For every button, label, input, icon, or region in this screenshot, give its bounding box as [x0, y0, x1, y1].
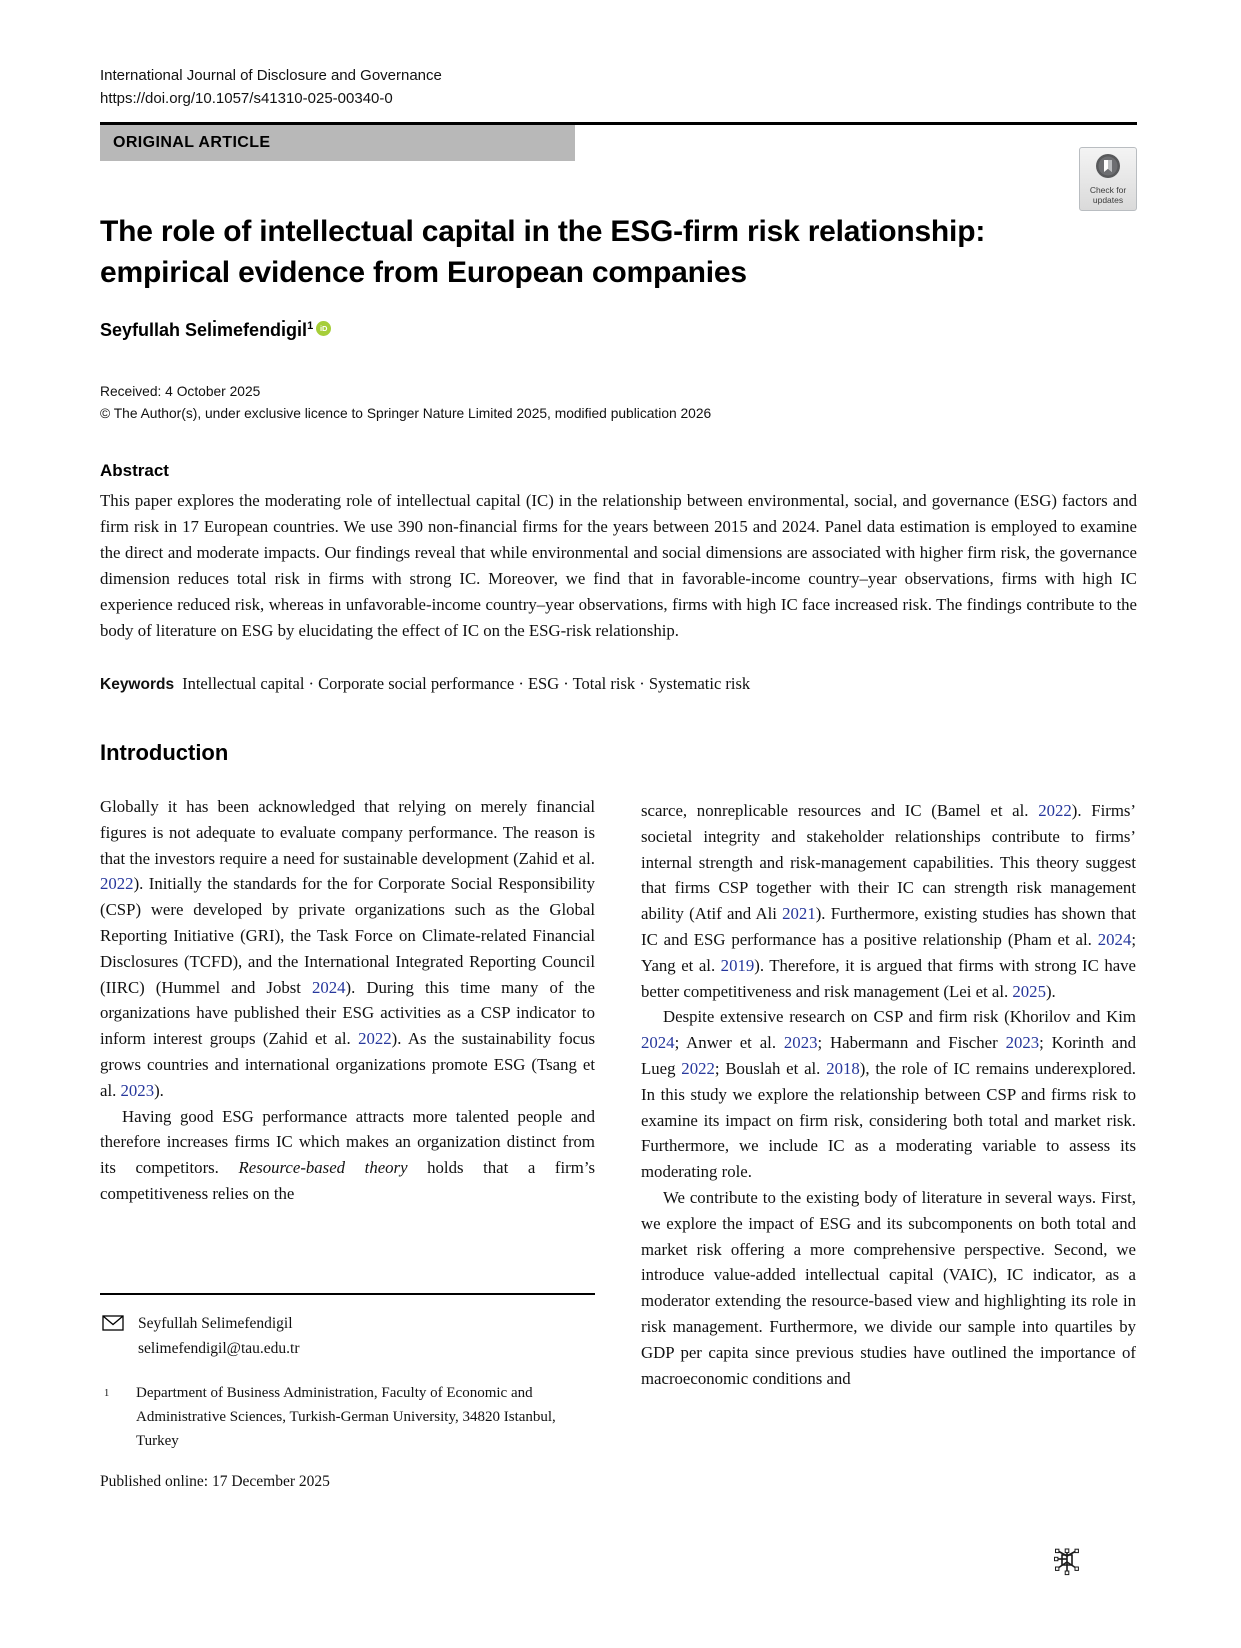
- right-column: [641, 740, 1136, 1491]
- citation-link[interactable]: 2024: [641, 1033, 675, 1053]
- paragraph: [641, 798, 1136, 1004]
- text-run: Globally it has been acknowledged that relying on merely financial figures is not adequate to evaluate company performance. The reason is that the investors require a need for sustainable development (Zahid et al.: [100, 797, 595, 868]
- paragraph: [641, 1185, 1136, 1391]
- text-run: ). During this time many of the organizations have published their ESG activities as a CSP indicator to inform interest groups (Zahid et al.: [100, 977, 595, 1049]
- keywords-label: Keywords: [100, 676, 175, 693]
- citation-link[interactable]: 2023: [120, 1080, 155, 1100]
- text-run: ). Initially the standards for the for Corporate Social Responsibility (CSP) were developed by private organizations such as the Global Reporting Initiative (GRI), the Task Force on Climate-related Financial Disclosures (TCFD), and the International Integrated Reporting Council (IIRC) (Hummel and Jobst: [100, 874, 595, 997]
- text-run: ).: [154, 1080, 164, 1100]
- text-run: ).: [1045, 981, 1056, 1001]
- correspondence-email[interactable]: selimefendigil@tau.edu.tr: [138, 1339, 300, 1357]
- text-run: Having good ESG performance attracts more talented people and therefore increases firms IC which makes an organization distinct from its competitors.: [100, 1106, 595, 1178]
- abstract-heading: Abstract: [100, 461, 169, 480]
- correspondence-name: Seyfullah Selimefendigil: [138, 1314, 293, 1332]
- paragraph: [100, 1104, 595, 1207]
- paragraph: [641, 1004, 1136, 1185]
- published-online: Published online: 17 December 2025: [100, 1472, 330, 1490]
- citation-link[interactable]: 2023: [783, 1033, 818, 1053]
- orcid-icon[interactable]: iD: [316, 321, 331, 336]
- author-line: [100, 320, 1137, 341]
- article-title: The role of intellectual capital in the ESG-firm risk relationship: empirical evidence from European companies: [100, 215, 986, 289]
- text-run: scarce, nonreplicable resources and IC (Bamel et al.: [641, 801, 1039, 820]
- keywords-line: [100, 674, 1137, 694]
- journal-name: International Journal of Disclosure and Governance: [100, 67, 442, 84]
- citation-link[interactable]: 2022: [1038, 801, 1072, 820]
- text-run: ). Furthermore, existing studies has shown that IC and ESG performance has a positive relationship (Pham et al.: [641, 904, 1137, 949]
- citation-link[interactable]: 2025: [1012, 981, 1046, 1001]
- springer-snowflake-icon: [1053, 1546, 1081, 1578]
- text-run: ; Anwer et al.: [674, 1033, 784, 1053]
- text-run: ). As the sustainability focus grows countries and international organizations promote ESG (Tsang et al.: [100, 1029, 595, 1100]
- crossmark-icon: [1095, 153, 1121, 179]
- doi-link[interactable]: https://doi.org/10.1057/s41310-025-00340-0: [100, 90, 393, 107]
- citation-link[interactable]: 2021: [782, 904, 816, 924]
- check-updates-label: Check for updates: [1089, 185, 1127, 205]
- text-run: We contribute to the existing body of literature in several ways. First, we explore the impact of ESG and its subcomponents on both total and market risk offering a more comprehensive perspective. Second, we introduce value-added intellectual capital (VAIC), IC indicator, as a moderator extending the resource-based view and highlighting its role in risk management. Furthermore, we divide our sample into quartiles by GDP per capita since previous studies have outlined the importance of macroeconomic conditions and: [641, 1187, 1136, 1388]
- text-run: holds that a firm’s competitiveness relies on the: [100, 1158, 596, 1203]
- citation-link[interactable]: 2022: [100, 874, 134, 894]
- citation-link[interactable]: 2023: [1005, 1033, 1040, 1053]
- text-run: ). Firms’ societal integrity and stakeholder relationships contribute to firms’ internal strength and risk-management capabilities. This theory suggest that firms CSP together with their IC can strength risk management ability (Atif and Ali: [641, 801, 1137, 924]
- introduction-heading: Introduction: [100, 740, 229, 765]
- citation-link[interactable]: 2022: [358, 1029, 392, 1049]
- affiliation-sup: 1: [104, 1387, 110, 1399]
- text-run: ; Yang et al.: [641, 929, 1136, 975]
- check-for-updates-badge[interactable]: [1079, 147, 1137, 211]
- paragraph: [100, 794, 595, 1104]
- text-run: ; Korinth and Lueg: [641, 1033, 1136, 1078]
- abstract-text: This paper explores the moderating role of intellectual capital (IC) in the relationship between environmental, social, and governance (ESG) factors and firm risk in 17 European countries. We use 390 non-financial firms for the years between 2015 and 2024. Panel data estimation is employed to examine the direct and moderate impacts. Our findings reveal that while environmental and social dimensions are associated with higher firm risk, the governance dimension reduces total risk in firms with strong IC. Moreover, we find that in favorable-income country–year observations, firms with high IC experience reduced risk, whereas in unfavorable-income country–year observations, firms with high IC face increased risk. The findings contribute to the body of literature on ESG by elucidating the effect of IC on the ESG-risk relationship.: [100, 491, 1137, 640]
- left-column: [100, 740, 595, 1491]
- affiliation-text: Department of Business Administration, Faculty of Economic and Administrative Sciences, Turkish-German University, 34820 Istanbul, Turkey: [136, 1384, 556, 1449]
- author-name: Seyfullah Selı̇mefendı̇gı̇l: [100, 320, 308, 340]
- citation-link[interactable]: 2024: [311, 977, 346, 997]
- copyright-line: © The Author(s), under exclusive licence to Springer Nature Limited 2025, modified publication 2026: [100, 406, 712, 421]
- correspondence: [100, 1311, 595, 1361]
- article-type-banner: ORIGINAL ARTICLE: [100, 125, 575, 161]
- text-run: ; Bouslah et al.: [714, 1058, 827, 1078]
- citation-link[interactable]: 2019: [720, 955, 755, 975]
- emphasis-text: Resource-based theory: [238, 1158, 408, 1178]
- footnote-block: [100, 1293, 595, 1453]
- text-run: Despite extensive research on CSP and firm risk (Khorilov and Kim: [663, 1007, 1136, 1027]
- author-affiliation-sup: 1: [307, 320, 314, 332]
- received-date: Received: 4 October 2025: [100, 384, 261, 399]
- text-run: ). Therefore, it is argued that firms with strong IC have better competitiveness and risk management (Lei et al.: [641, 955, 1137, 1001]
- body-columns: [100, 740, 1137, 1491]
- text-run: ), the role of IC remains underexplored. In this study we explore the relationship between CSP and firms risk to examine its impact on firm risk, considering both total and market risk. Furthermore, we include IC as a moderating variable to assess its moderating role.: [641, 1058, 1136, 1182]
- citation-link[interactable]: 2018: [826, 1058, 860, 1078]
- keywords-list: Intellectual capital · Corporate social performance · ESG · Total risk · Systematic risk: [182, 674, 751, 693]
- footnote-rule: [100, 1293, 595, 1295]
- text-run: ; Habermann and Fischer: [817, 1033, 1006, 1053]
- envelope-icon: [102, 1315, 124, 1331]
- citation-link[interactable]: 2022: [681, 1058, 715, 1078]
- affiliation: [100, 1381, 595, 1453]
- citation-link[interactable]: 2024: [1097, 929, 1132, 949]
